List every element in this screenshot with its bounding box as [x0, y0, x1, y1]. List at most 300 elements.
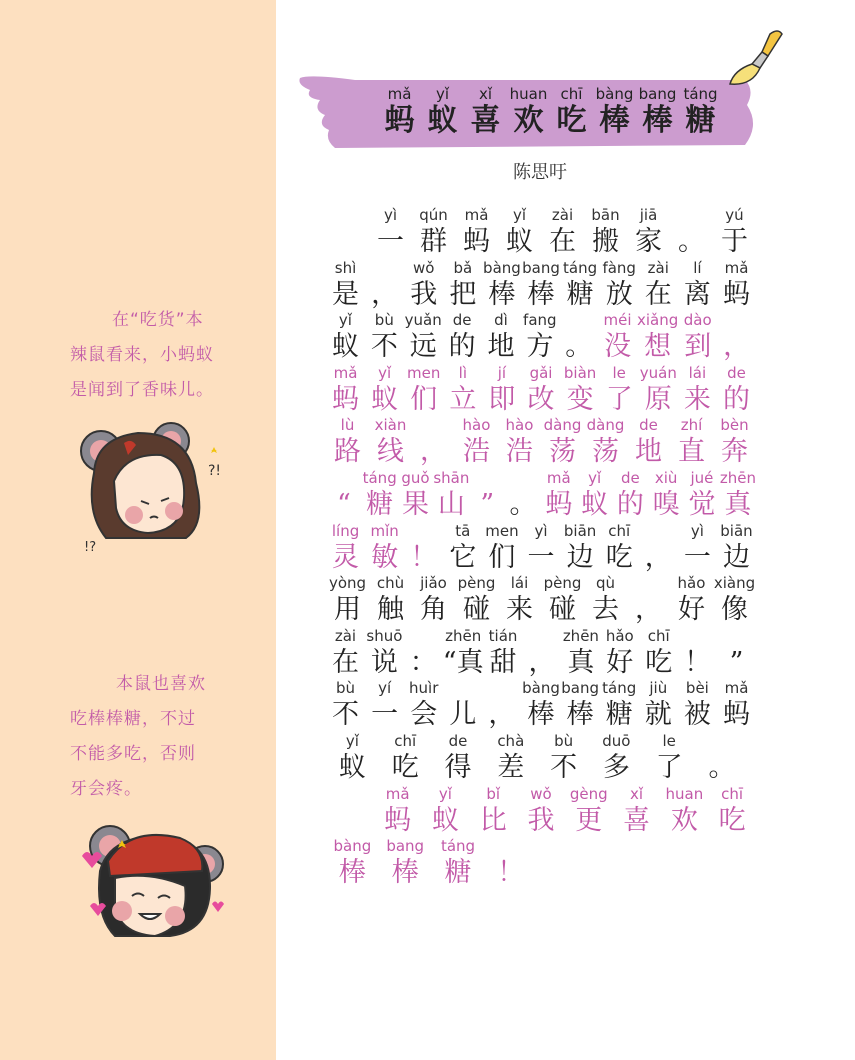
pinyin-text: líng — [331, 521, 360, 540]
hanzi-text: 到 — [684, 331, 712, 363]
hanzi-text: 碰 — [463, 594, 490, 626]
pinyin-text: zài — [647, 258, 669, 277]
hanzi-text: 棒 — [566, 699, 594, 731]
pinyin-text: zhēn — [562, 626, 599, 645]
hanzi-text: 糖 — [566, 278, 594, 310]
pinyin-text: lái — [688, 363, 707, 382]
hanzi-text: 家 — [635, 226, 662, 257]
pinyin-text: biān — [563, 521, 597, 540]
hanzi-text: 我 — [527, 804, 555, 836]
story-char — [422, 784, 470, 837]
story-char — [600, 626, 639, 679]
story-char — [600, 521, 639, 574]
story-char — [412, 573, 455, 626]
title-char: yǐ 蚁 — [427, 85, 458, 138]
hanzi-text: 蚁 — [331, 331, 359, 363]
pinyin-text: bang — [522, 258, 560, 277]
hanzi-text: 蚂 — [384, 804, 412, 836]
hanzi-text: 棒 — [527, 278, 555, 310]
story-char — [484, 626, 523, 679]
pinyin-text: dàng — [543, 416, 582, 435]
pinyin-text: yuán — [639, 363, 677, 382]
story-char — [541, 573, 584, 626]
pinyin-text: yì — [383, 206, 398, 224]
story-char — [379, 731, 432, 784]
story-char — [600, 258, 639, 311]
pinyin-text: chù — [376, 574, 405, 593]
note-line: 不能多吃，否则 — [70, 744, 196, 764]
story-char — [469, 784, 517, 837]
story-char — [520, 310, 559, 363]
story-char — [670, 415, 713, 468]
pinyin-text: shuō — [366, 626, 403, 645]
story-char — [433, 468, 469, 521]
story-char — [584, 205, 627, 258]
pinyin-text: yú — [725, 206, 744, 224]
story-char — [717, 521, 756, 574]
story-char — [482, 678, 521, 731]
pinyin-text: qún — [419, 206, 448, 224]
pinyin-text: hǎo — [677, 574, 706, 593]
story-char — [404, 363, 443, 416]
title-banner — [295, 70, 765, 160]
note-line: 吃棒棒糖，不过 — [70, 709, 196, 729]
pinyin-text: bǐ — [486, 784, 501, 803]
exclaim-marks-2: !? — [84, 540, 97, 555]
hanzi-text: 荡 — [549, 436, 576, 468]
pinyin-text: xiù — [654, 468, 678, 487]
story-line — [326, 310, 756, 363]
hanzi-text: 山 — [437, 488, 465, 520]
pinyin-text: hào — [505, 416, 534, 435]
hanzi-text: 在 — [549, 226, 576, 257]
story-char — [326, 363, 365, 416]
story-char — [717, 310, 756, 363]
story-char — [404, 310, 443, 363]
hanzi-text: 来 — [506, 594, 533, 626]
story-char — [505, 468, 541, 521]
story-line — [326, 784, 756, 837]
hanzi-text: 一 — [371, 699, 399, 731]
pinyin-text: yǐ — [438, 784, 452, 803]
hanzi-text: 儿 — [449, 699, 477, 731]
pinyin-text: táng — [563, 258, 598, 277]
hanzi-text: ” — [729, 646, 744, 678]
hanzi-text: 吃 — [645, 646, 673, 678]
pinyin-text: biàn — [563, 363, 597, 382]
story-char — [639, 626, 678, 679]
story-char — [326, 258, 365, 311]
pinyin-text: dào — [683, 311, 712, 330]
story-char — [404, 678, 443, 731]
hanzi-text: 蚂 — [545, 488, 573, 520]
hanzi-text: 是 — [332, 278, 360, 310]
story-char — [627, 573, 670, 626]
hanzi-text: 边 — [566, 541, 594, 573]
pinyin-text: jiā — [639, 206, 658, 224]
hanzi-text: 搬 — [592, 226, 619, 257]
pinyin-text: de — [621, 468, 640, 487]
hanzi-text: 不 — [332, 699, 360, 731]
story-char — [517, 784, 565, 837]
story-char — [326, 205, 369, 258]
pinyin-text: yí — [378, 679, 392, 698]
story-char — [412, 415, 455, 468]
story-char — [404, 626, 443, 679]
story-char — [717, 626, 756, 679]
pinyin-text: huan — [665, 784, 704, 803]
hanzi-text: 用 — [334, 594, 361, 626]
pinyin-text: bàng — [333, 837, 372, 856]
pinyin-text: lí — [693, 258, 702, 277]
story-char — [498, 205, 541, 258]
story-line — [326, 468, 756, 521]
story-char — [482, 363, 521, 416]
hanzi-text: 吃 — [605, 541, 633, 573]
hanzi-text: 灵 — [332, 541, 360, 573]
pinyin-text: wǒ — [413, 258, 435, 277]
story-line — [326, 573, 756, 626]
hanzi-text: ： — [409, 646, 437, 678]
hanzi-text: 一 — [527, 541, 555, 573]
hanzi-text: 的 — [448, 331, 476, 363]
story-char — [365, 678, 404, 731]
story-char — [561, 363, 600, 416]
hanzi-text: 说 — [370, 646, 398, 678]
story-char — [365, 363, 404, 416]
story-char — [379, 836, 432, 889]
hanzi-text: 好 — [606, 646, 634, 678]
hanzi-text: 蚂 — [463, 226, 490, 257]
story-char — [600, 678, 639, 731]
story-char — [678, 678, 717, 731]
story-char — [521, 363, 560, 416]
paintbrush-icon — [722, 28, 792, 90]
story-char — [482, 258, 521, 311]
hanzi-text: 变 — [566, 383, 594, 415]
hanzi-text: 差 — [497, 751, 525, 783]
pinyin-text: yì — [534, 521, 548, 540]
pinyin-text: xiǎng — [637, 311, 679, 330]
story-char — [561, 258, 600, 311]
story-text — [326, 205, 756, 889]
pinyin-text: de — [448, 731, 468, 750]
hanzi-text: 方 — [526, 331, 554, 363]
story-line — [326, 258, 756, 311]
story-char — [590, 731, 643, 784]
story-char — [443, 521, 482, 574]
pinyin-text: bàng — [483, 258, 521, 277]
hanzi-text: 的 — [616, 488, 644, 520]
pinyin-text: huìr — [409, 679, 439, 698]
story-char — [404, 521, 443, 574]
hanzi-text: 们 — [488, 541, 516, 573]
story-char — [432, 731, 485, 784]
story-char — [374, 784, 422, 837]
story-char — [362, 468, 398, 521]
pinyin-text: xiàn — [374, 416, 407, 435]
hanzi-text: 欢 — [670, 804, 698, 836]
pinyin-text: duō — [602, 731, 631, 750]
pinyin-text: biān — [720, 521, 753, 540]
story-char — [404, 258, 443, 311]
hanzi-text: 远 — [409, 331, 437, 363]
story-line — [326, 836, 756, 889]
pinyin-text: dì — [494, 311, 508, 330]
hanzi-text: 原 — [644, 383, 672, 415]
hanzi-text: 地 — [487, 331, 515, 363]
hanzi-text: 就 — [644, 699, 672, 731]
story-char — [637, 310, 678, 363]
hanzi-text: 触 — [377, 594, 404, 626]
hanzi-text: 没 — [604, 331, 632, 363]
hanzi-text: 了 — [605, 383, 633, 415]
hanzi-text: 一 — [683, 541, 711, 573]
pinyin-text: dàng — [586, 416, 625, 435]
story-char — [523, 626, 562, 679]
pinyin-text: bèn — [720, 416, 749, 435]
story-char — [537, 731, 590, 784]
hanzi-text: 像 — [721, 594, 748, 626]
pinyin-text: zhí — [680, 416, 703, 435]
hanzi-text: 被 — [683, 699, 711, 731]
hanzi-text: 棒 — [488, 278, 516, 310]
pinyin-text: fang — [523, 311, 557, 330]
pinyin-text: mǎ — [464, 206, 489, 224]
hanzi-text: 。 — [678, 226, 705, 257]
hanzi-text: 蚁 — [371, 383, 399, 415]
story-char — [648, 468, 684, 521]
story-char — [565, 784, 613, 837]
hanzi-text: 浩 — [463, 436, 490, 468]
pinyin-text: táng — [440, 837, 476, 856]
note-line: 本鼠也喜欢 — [116, 674, 206, 694]
pinyin-text: le — [612, 363, 626, 382]
story-char — [365, 310, 404, 363]
title-char: mǎ 蚂 — [384, 85, 415, 138]
story-char — [670, 573, 713, 626]
story-char — [541, 468, 577, 521]
hanzi-text: 蚁 — [581, 488, 609, 520]
story-char — [443, 678, 482, 731]
hanzi-text: 在 — [644, 278, 672, 310]
pinyin-text: bàng — [522, 679, 560, 698]
pinyin-text: tā — [455, 521, 471, 540]
hanzi-text: “ — [336, 488, 351, 520]
story-char — [326, 468, 362, 521]
story-char — [455, 415, 498, 468]
story-char — [369, 205, 412, 258]
pinyin-text: mǎ — [385, 784, 410, 803]
hanzi-text: 蚁 — [506, 226, 533, 257]
story-char — [720, 468, 756, 521]
pinyin-text: chà — [497, 731, 525, 750]
story-char — [443, 310, 482, 363]
hanzi-text: 离 — [683, 278, 711, 310]
story-char — [326, 521, 365, 574]
hanzi-text: 糖 — [366, 488, 394, 520]
story-char — [365, 258, 404, 311]
story-char — [326, 731, 379, 784]
story-char — [521, 678, 560, 731]
hanzi-text: 边 — [722, 541, 750, 573]
story-char — [326, 626, 365, 679]
pinyin-text: jí — [497, 363, 507, 382]
pinyin-text: bǎ — [453, 258, 473, 277]
hanzi-text: 角 — [420, 594, 447, 626]
pinyin-text: yǐ — [512, 206, 527, 224]
pinyin-text: táng — [602, 679, 637, 698]
hanzi-text: 糖 — [444, 857, 472, 889]
hanzi-text: 蚂 — [722, 699, 750, 731]
pinyin-text: lái — [510, 574, 529, 593]
pinyin-text: qù — [595, 574, 616, 593]
hanzi-text: 来 — [683, 383, 711, 415]
story-char — [561, 626, 600, 679]
pinyin-text: bèi — [685, 679, 709, 698]
pinyin-text: de — [727, 363, 746, 382]
story-char — [684, 468, 720, 521]
story-char — [678, 521, 717, 574]
hanzi-text: 。 — [509, 488, 537, 520]
hanzi-text: 吃 — [718, 804, 746, 836]
hanzi-text: 得 — [444, 751, 472, 783]
hanzi-text: 荡 — [592, 436, 619, 468]
pinyin-text: mǐn — [370, 521, 399, 540]
story-char — [365, 626, 404, 679]
hanzi-text: 蚁 — [338, 751, 366, 783]
story-char — [717, 258, 756, 311]
hanzi-text: 比 — [479, 804, 507, 836]
pinyin-text: táng — [362, 468, 397, 487]
hanzi-text: 吃 — [391, 751, 419, 783]
story-char — [326, 836, 379, 889]
pinyin-text: yǐ — [345, 731, 359, 750]
hanzi-text: 糖 — [605, 699, 633, 731]
hanzi-text: 觉 — [688, 488, 716, 520]
pinyin-text: jiù — [649, 679, 668, 698]
pinyin-text: men — [407, 363, 441, 382]
story-char — [639, 678, 678, 731]
hanzi-text: 蚁 — [431, 804, 459, 836]
story-char — [498, 415, 541, 468]
note-line: 在“吃货”本 — [112, 310, 204, 330]
hanzi-text: ！ — [684, 646, 712, 678]
pinyin-text: yǐ — [338, 311, 352, 330]
hanzi-text: 改 — [527, 383, 555, 415]
story-char — [713, 415, 756, 468]
pinyin-text: wǒ — [530, 784, 552, 803]
story-char — [627, 205, 670, 258]
hanzi-text: 敏 — [371, 541, 399, 573]
hanzi-text: ！ — [497, 857, 525, 889]
story-char — [717, 678, 756, 731]
author-name: 陈思吁 — [513, 162, 567, 183]
pinyin-text: lù — [340, 416, 355, 435]
story-char — [484, 836, 537, 889]
story-char — [326, 310, 365, 363]
hanzi-text: 奔 — [721, 436, 748, 468]
hanzi-text: ” — [480, 488, 495, 520]
story-line — [326, 363, 756, 416]
story-char — [561, 678, 600, 731]
story-char — [598, 310, 637, 363]
hanzi-text: 浩 — [506, 436, 533, 468]
hanzi-text: 去 — [592, 594, 619, 626]
hanzi-text: 的 — [722, 383, 750, 415]
hanzi-text: 立 — [449, 383, 477, 415]
title-char: táng 糖 — [683, 85, 718, 138]
story-char — [541, 415, 584, 468]
hanzi-text: 即 — [488, 383, 516, 415]
pinyin-text: bang — [386, 837, 425, 856]
story-char — [432, 836, 485, 889]
pinyin-text: yòng — [328, 574, 367, 593]
pinyin-text: zài — [334, 626, 357, 645]
note-line: 辣鼠看来，小蚂蚁 — [70, 345, 214, 365]
story-char — [541, 205, 584, 258]
story-char — [443, 258, 482, 311]
pinyin-text: mǎ — [724, 258, 749, 277]
story-char — [678, 310, 717, 363]
hanzi-text: ， — [420, 436, 447, 468]
pinyin-text: zhēn — [719, 468, 756, 487]
story-line — [326, 731, 756, 784]
pinyin-text: fàng — [602, 258, 636, 277]
story-char — [696, 731, 749, 784]
story-char — [482, 310, 521, 363]
pinyin-text: yuǎn — [404, 311, 442, 330]
story-char — [398, 468, 434, 521]
story-char — [670, 205, 713, 258]
title-text — [378, 85, 722, 138]
title-char: chī 吃 — [556, 85, 587, 138]
pinyin-text: xiàng — [713, 574, 756, 593]
story-char — [561, 521, 600, 574]
hanzi-text: 碰 — [549, 594, 576, 626]
story-char — [521, 521, 560, 574]
mouse-character-happy-illustration — [70, 816, 240, 951]
pinyin-text: bù — [374, 311, 394, 330]
pinyin-text: gǎi — [529, 363, 553, 382]
title-char: bang 棒 — [638, 85, 677, 138]
hanzi-text: 棒 — [391, 857, 419, 889]
pinyin-text: gèng — [569, 784, 608, 803]
title-char: huan 欢 — [509, 85, 548, 138]
hanzi-text: ， — [723, 331, 751, 363]
pinyin-text: bù — [554, 731, 574, 750]
pinyin-text: hǎo — [605, 626, 634, 645]
hanzi-text: 棒 — [338, 857, 366, 889]
pinyin-text: yǐ — [378, 363, 392, 382]
hanzi-text: 一 — [377, 226, 404, 257]
hanzi-text: 更 — [575, 804, 603, 836]
pinyin-text: chī — [647, 626, 670, 645]
hanzi-text: 会 — [410, 699, 438, 731]
hanzi-text: 想 — [644, 331, 672, 363]
hanzi-text: ， — [635, 594, 662, 626]
hanzi-text: 好 — [678, 594, 705, 626]
note-line: 是闻到了香味儿。 — [70, 380, 214, 400]
story-char — [484, 731, 537, 784]
title-char: xǐ 喜 — [470, 85, 501, 138]
story-char — [713, 205, 756, 258]
story-char — [584, 415, 627, 468]
pinyin-text: xǐ — [630, 784, 644, 803]
story-char — [613, 468, 649, 521]
story-line — [326, 205, 756, 258]
hanzi-text: 果 — [401, 488, 429, 520]
